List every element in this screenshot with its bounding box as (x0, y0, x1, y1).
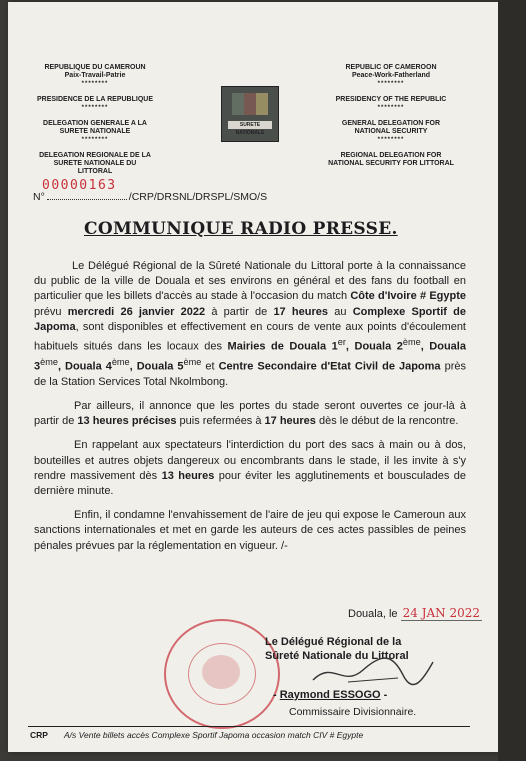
header-english (326, 64, 456, 176)
p1-mairie: Mairies de Douala 1 (227, 340, 338, 353)
p1-mairie: , Douala 4 (57, 360, 112, 373)
stars-en: ******** (377, 81, 405, 88)
stars-en-2: ******** (377, 105, 405, 112)
country-fr: REPUBLIQUE DU CAMEROUN (44, 64, 146, 71)
reference-dotted-line (47, 190, 127, 200)
p1-sup: er (337, 337, 346, 348)
document-page (8, 2, 498, 752)
p1-venue: Complexe Sportif de Japoma (34, 305, 466, 333)
stars-fr-3: ******** (81, 137, 109, 144)
p1-text: près de la Station Services Total Nkolmbong. (34, 360, 466, 388)
emblem-band: SURETE NATIONALE (228, 121, 272, 129)
p3-text: pour éviter les agglutinements et bousculades de dernière minute. (34, 469, 467, 497)
p4-text: Enfin, il condamne l'envahissement de l'aire de jeu qui expose le Cameroun aux sanctions internationales et met en garde les auteurs de ces actes passibles de peines pénales prévues par la réglementation en vigueur. /- (34, 509, 466, 552)
general-delegation-fr: DELEGATION GENERALE A LA SURETE NATIONALE (43, 119, 147, 135)
regional-delegation-en: REGIONAL DELEGATION FOR NATIONAL SECURITY FOR LITTORAL (328, 151, 454, 167)
police-emblem (221, 86, 279, 142)
background-edge (498, 0, 526, 761)
p1-text: et (201, 360, 219, 373)
stars-fr: ******** (81, 81, 109, 88)
general-delegation-en: GENERAL DELEGATION FOR NATIONAL SECURITY (341, 119, 441, 135)
p1-mairie: , Douala 3 (34, 340, 466, 373)
signatory-line-2: Sûreté Nationale du Littoral (265, 650, 409, 662)
date-place: Douala, le (348, 608, 398, 620)
p2-text: dès le début de la rencontre. (315, 415, 459, 428)
presidency-fr: PRESIDENCE DE LA REPUBLIQUE (36, 95, 154, 103)
motto-en: Peace-Work-Fatherland (351, 72, 431, 80)
p1-match: Côte d'Ivoire # Egypte (350, 290, 466, 303)
p2-open-time: 13 heures précises (77, 415, 177, 428)
handwritten-signature (308, 650, 438, 690)
p1-sup: ème (111, 356, 130, 367)
emblem-flag (232, 93, 268, 115)
p1-centre: Centre Secondaire d'Etat Civil de Japoma (218, 360, 441, 373)
paragraph-1 (34, 259, 466, 390)
p1-text: à partir de (205, 305, 274, 318)
reference-number: 00000163 (42, 178, 117, 193)
stars-en-3: ******** (377, 137, 405, 144)
p2-close-time: 17 heures (264, 415, 316, 428)
paragraph-2 (34, 399, 466, 429)
p1-text: prévu (34, 305, 68, 318)
signatory-name: Raymond ESSOGO (279, 689, 381, 701)
footer (30, 730, 475, 740)
paragraph-4 (34, 508, 466, 554)
p1-text: Le Délégué Régional de la Sûreté Nationale du Littoral porte à la connaissance du public de la ville de Douala et ses environs en général et des fans du football en particulier que les billets d'accès au stade à l'occasion du match (34, 260, 466, 303)
p1-mairie: , Douala 2 (345, 340, 403, 353)
reference-prefix: N° (33, 191, 45, 203)
motto-fr: Paix-Travail-Patrie (64, 72, 126, 80)
p1-time: 17 heures (273, 305, 328, 318)
p1-sup: ème (40, 356, 58, 367)
p1-date: mercredi 26 janvier 2022 (67, 305, 206, 318)
document-body (34, 259, 466, 563)
stars-fr-2: ******** (81, 105, 109, 112)
footer-subject: A/s Vente billets accès Complexe Sportif Japoma occasion match CIV # Egypte (64, 730, 364, 740)
p1-text: , sont disponibles et effectivement en cours de vente aux points d'écoulement habituels situés dans les locaux des (34, 320, 466, 353)
signatory-suffix: - (383, 689, 388, 701)
stamp-core (202, 655, 240, 689)
footer-divider (28, 726, 470, 727)
date-line (348, 606, 482, 620)
p2-text: puis refermées à (176, 415, 265, 428)
p1-sup: ème (183, 356, 202, 367)
signatory-prefix: - (273, 689, 277, 701)
p1-sup: ème (402, 337, 421, 348)
p1-text: au (327, 305, 353, 318)
p1-mairie: , Douala 5 (129, 360, 184, 373)
document-title: COMMUNIQUE RADIO PRESSE. (84, 219, 398, 239)
signatory-rank: Commissaire Divisionnaire. (289, 706, 417, 718)
header-french (36, 64, 154, 184)
date-stamp: 24 JAN 2022 (402, 606, 481, 620)
paragraph-3 (34, 438, 466, 499)
p2-text: Par ailleurs, il annonce que les portes du stade seront ouvertes ce jour-là à partir de (34, 399, 466, 428)
p3-time: 13 heures (161, 469, 215, 482)
footer-label: CRP (30, 730, 48, 740)
country-en: REPUBLIC OF CAMEROON (345, 64, 437, 71)
official-stamp (164, 619, 280, 729)
regional-delegation-fr: DELEGATION REGIONALE DE LA SURETE NATIONALE DU LITTORAL (39, 151, 151, 175)
signatory-line-1: Le Délégué Régional de la (265, 636, 402, 648)
presidency-en: PRESIDENCY OF THE REPUBLIC (335, 95, 447, 103)
reference-code: /CRP/DRSNL/DRSPL/SMO/S (128, 191, 268, 203)
signatory-name-line (273, 689, 387, 701)
p3-text: En rappelant aux spectateurs l'interdiction du port des sacs à main ou à dos, bouteilles et autres objets dangereux ou encombrants dans le stade, il les invite à s'y rendre massivement dès (34, 439, 466, 482)
reference-line (33, 190, 303, 203)
